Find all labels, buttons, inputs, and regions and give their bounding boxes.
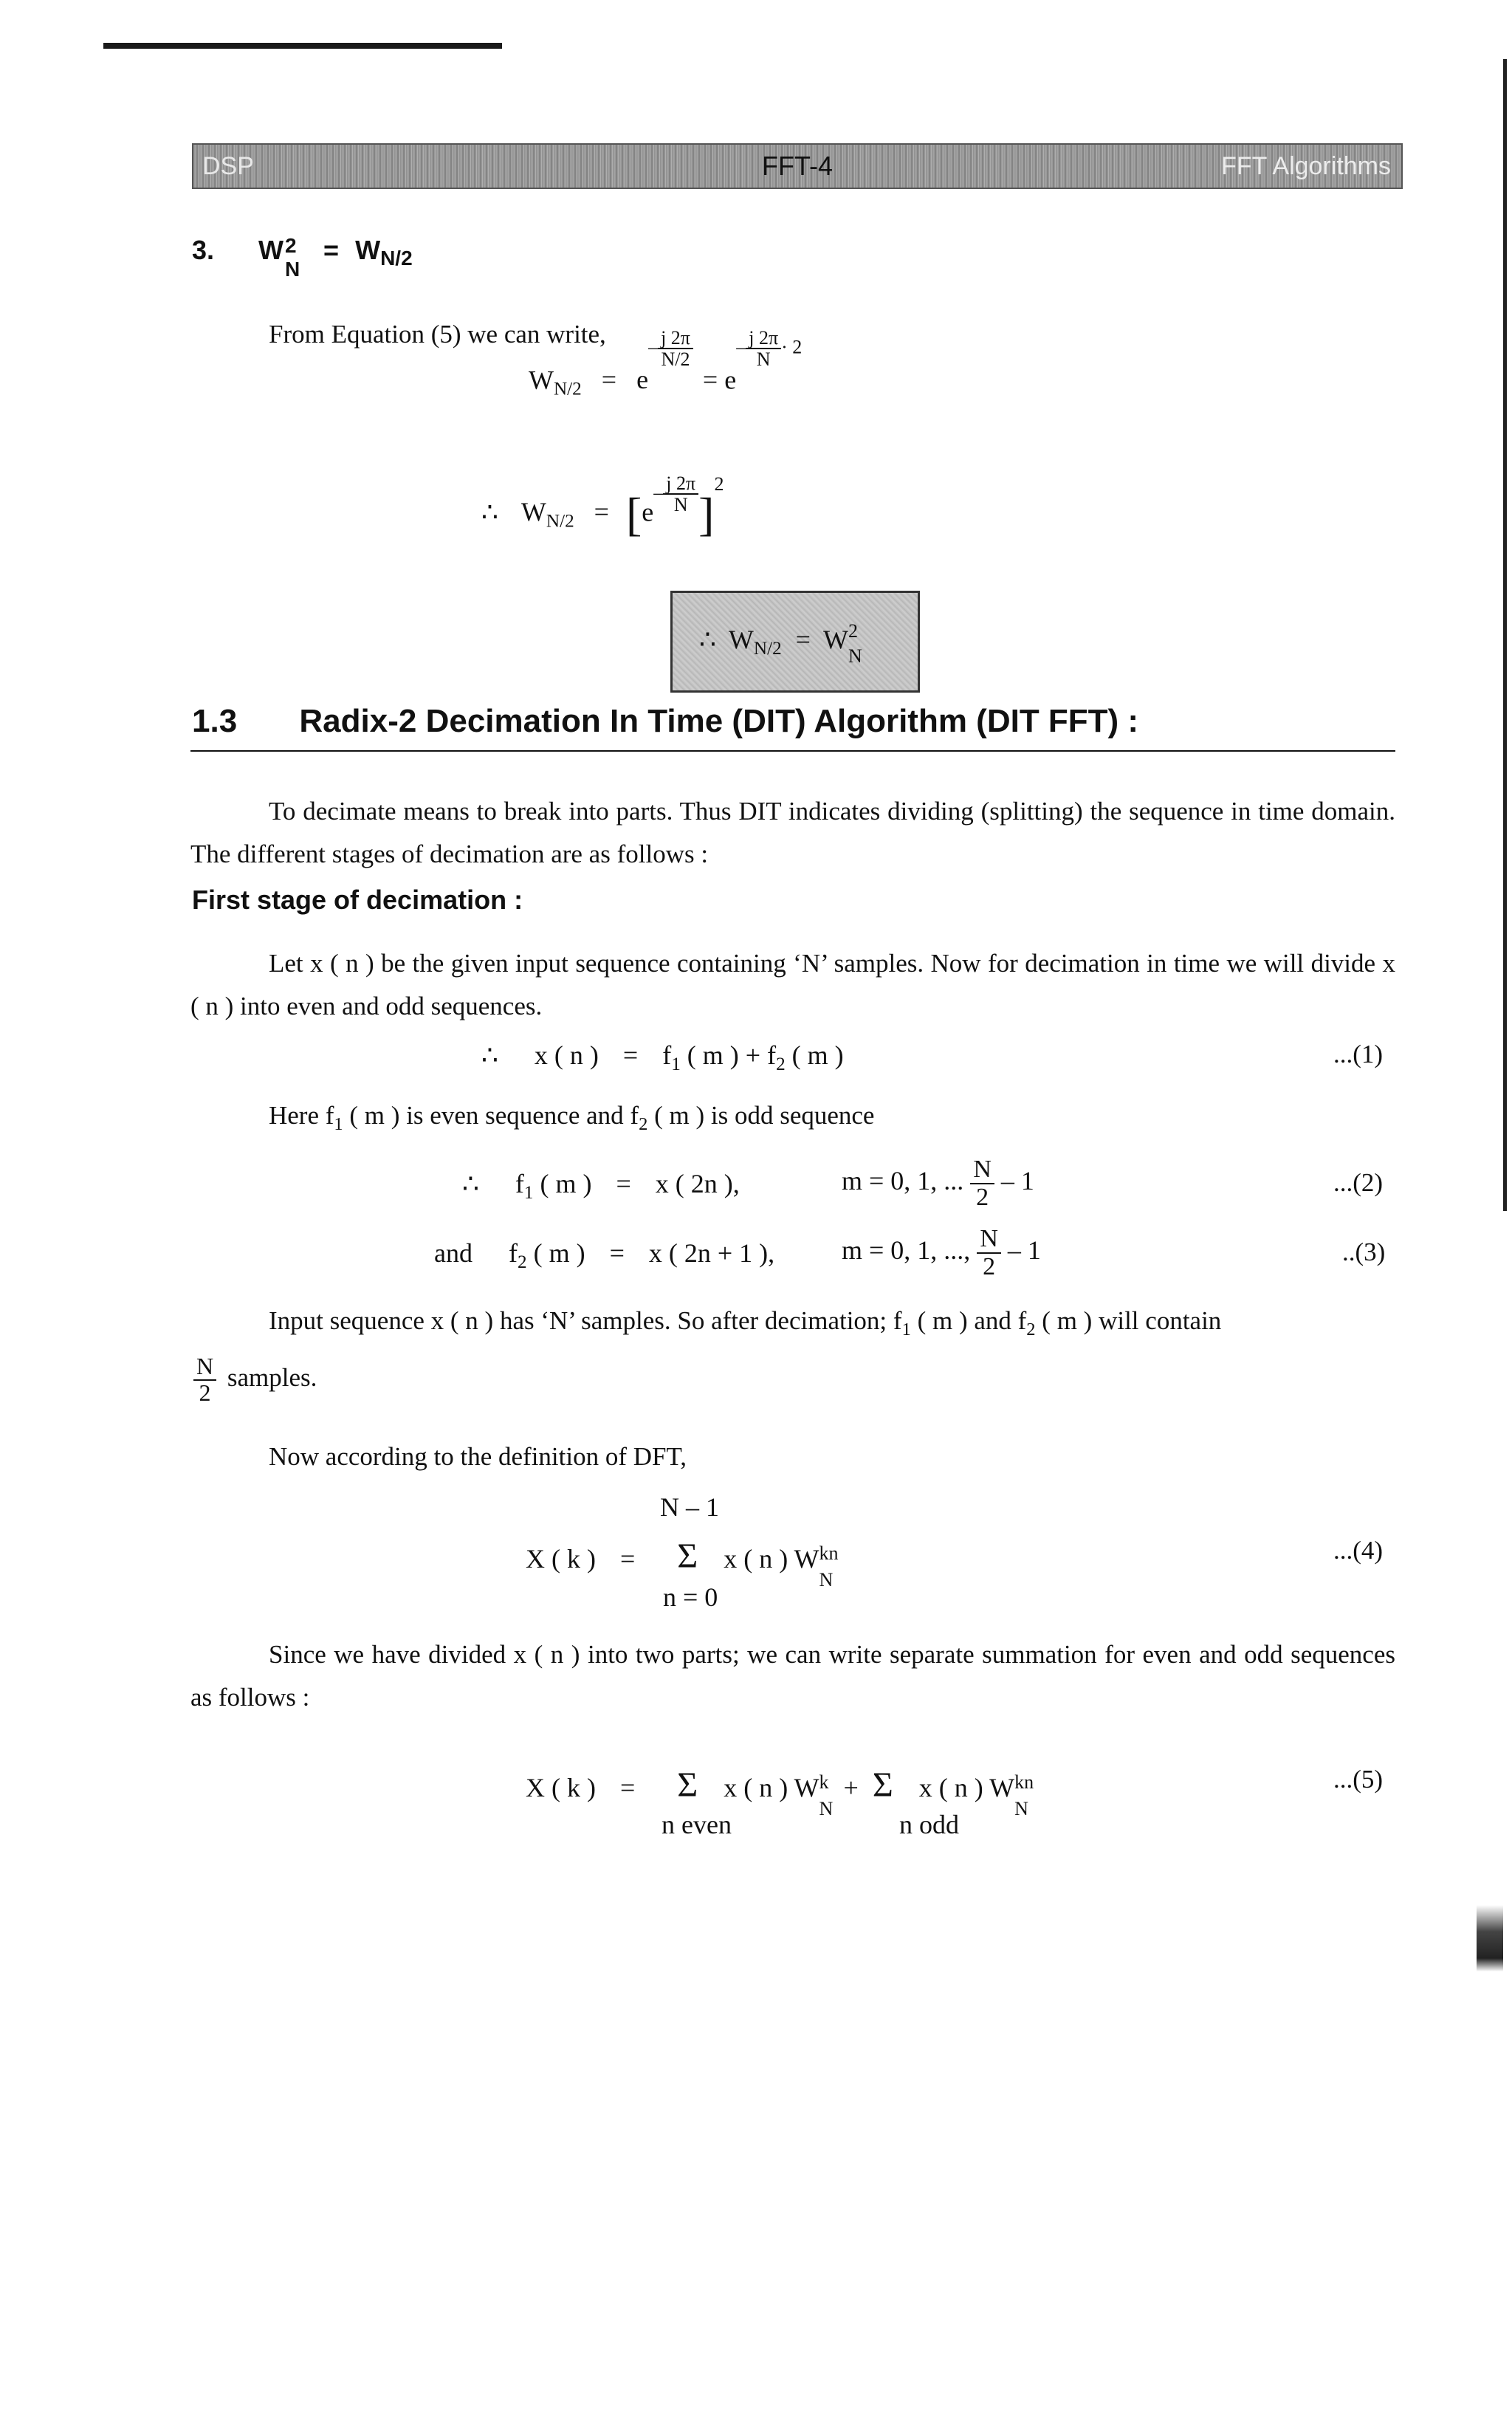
page-label: FFT-4 <box>762 151 833 181</box>
header-left-label: DSP <box>202 152 254 180</box>
equation-3-number: ..(3) <box>1342 1238 1386 1266</box>
proof-intro: From Equation (5) we can write, <box>269 320 606 349</box>
equation-5-number: ...(5) <box>1333 1765 1384 1794</box>
property-equals: = <box>323 235 340 265</box>
paragraph-3: Input sequence x ( n ) has ‘N’ samples. So after decimation; $f_1$ ( m ) and $f_2$ ( m ) will contain <box>269 1306 1222 1339</box>
scan-right-edge <box>1503 59 1507 1211</box>
equation-4-number: ...(4) <box>1333 1536 1384 1565</box>
equation-2-number: ...(2) <box>1333 1168 1384 1197</box>
equation-2: ∴ $f_1$ ( m ) = x ( 2n ), <box>462 1169 740 1204</box>
section-rule <box>190 750 1395 752</box>
property-w-rhs: W <box>355 235 381 265</box>
equation-5-lower-odd: n odd <box>899 1810 959 1839</box>
running-header <box>192 143 1403 189</box>
equation-3-range: m = 0, 1, ..., $\frac{N}{2}$ – 1 <box>842 1225 1041 1280</box>
header-right-label: FFT Algorithms <box>1221 152 1391 180</box>
equation-2-range: m = 0, 1, ... $\frac{N}{2}$ – 1 <box>842 1156 1034 1211</box>
equation-5: X ( k ) = Σ x ( n ) W k N + Σ x ( n ) W kn N <box>526 1765 1034 1819</box>
paragraph-1: Let x ( n ) be the given input sequence containing ‘N’ samples. Now for decimation in time we will divide x ( n ) into even and odd sequences. <box>190 949 1395 1020</box>
paragraph-5: Since we have divided x ( n ) into two parts; we can write separate summation for even and odd sequences as follows : <box>190 1640 1395 1712</box>
scan-right-mark <box>1477 1905 1503 1972</box>
section-number: 1.3 <box>192 703 238 739</box>
boxed-result <box>670 591 920 693</box>
equation-1-number: ...(1) <box>1333 1040 1384 1068</box>
proof-line-1: $W_{N/2} = e-$ $\frac{j 2\pi}{N/2}$ = e– $\frac{j 2\pi}{N}$ · 2 <box>529 327 803 399</box>
boxed-equation: ∴ $W_{N/2} = W$ 2 N <box>699 620 862 667</box>
equation-4: X ( k ) = Σ x ( n ) W kn N <box>526 1537 839 1590</box>
proof-line-2: ∴ $W_{N/2} = [e-$ $\frac{j 2\pi}{N}$ ]$^2$ <box>481 473 724 541</box>
property-number: 3. <box>192 235 215 265</box>
paragraph-2: Here $f_1$ ( m ) is even sequence and $f_2$ ( m ) is odd sequence <box>269 1101 875 1134</box>
section-heading <box>192 703 1138 740</box>
equation-5-lower-even: n even <box>662 1810 732 1839</box>
paragraph-3-continued: $\frac{N}{2}$ samples. <box>193 1354 317 1405</box>
property-heading: 3. W 2 N = $W_{N/2}$ <box>192 234 413 281</box>
intro-paragraph: To decimate means to break into parts. Thus DIT indicates dividing (splitting) the sequence in time domain. The different stages of decimation are as follows : <box>190 797 1395 868</box>
equation-1: ∴ x ( n ) = $f_1$ ( m ) + $f_2$ ( m ) <box>481 1040 844 1075</box>
equation-4-upper-limit: N – 1 <box>660 1492 719 1522</box>
equation-4-lower-limit: n = 0 <box>663 1582 718 1612</box>
subheading: First stage of decimation : <box>192 885 523 915</box>
property-w: W <box>258 235 284 265</box>
paragraph-4: Now according to the definition of DFT, <box>269 1442 687 1471</box>
scan-top-rule <box>103 43 502 49</box>
equation-3: and $f_2$ ( m ) = x ( 2n + 1 ), <box>434 1238 775 1273</box>
section-title: Radix-2 Decimation In Time (DIT) Algorithm (DIT FFT) : <box>299 703 1139 739</box>
